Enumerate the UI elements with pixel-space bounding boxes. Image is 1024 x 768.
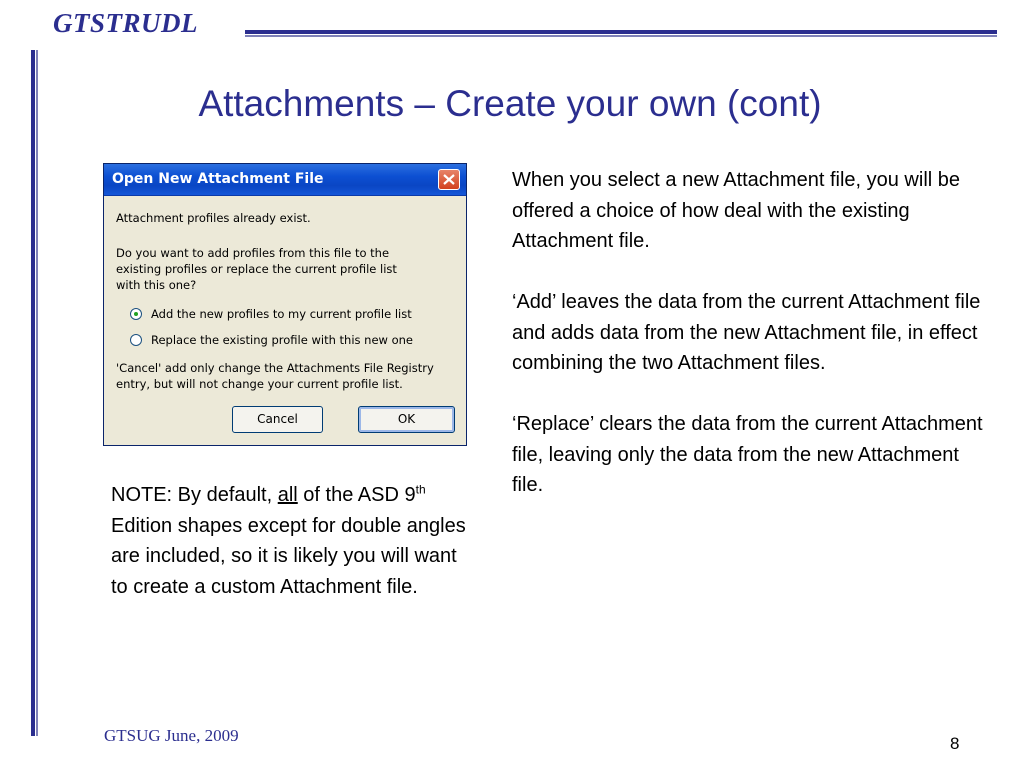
slide-title: Attachments – Create your own (cont) xyxy=(198,83,822,124)
footer-text: GTSUG June, 2009 xyxy=(104,726,239,745)
header-rule xyxy=(245,30,997,38)
cancel-note-line: entry, but will not change your current profile list. xyxy=(116,377,403,391)
option-replace[interactable] xyxy=(130,333,413,347)
close-button[interactable] xyxy=(438,169,460,190)
close-icon xyxy=(442,173,456,186)
option-replace-label: Replace the existing profile with this new one xyxy=(151,333,413,347)
paragraph-replace: ‘Replace’ clears the data from the current Attachment file, leaving only the data from the new Attachment file. xyxy=(512,413,983,496)
open-attachment-dialog xyxy=(103,163,467,446)
dialog-question-line: with this one? xyxy=(116,278,197,292)
dialog-titlebar[interactable] xyxy=(104,164,466,196)
side-rule xyxy=(31,50,39,736)
paragraph-select: When you select a new Attachment file, you will be offered a choice of how deal with the existing Attachment file. xyxy=(512,169,961,252)
ok-button[interactable]: OK xyxy=(358,406,455,433)
radio-replace[interactable] xyxy=(130,334,142,346)
option-add[interactable] xyxy=(130,307,412,321)
cancel-button[interactable]: Cancel xyxy=(232,406,323,433)
radio-add[interactable] xyxy=(130,308,142,320)
option-add-label: Add the new profiles to my current profile list xyxy=(151,307,412,321)
superscript-th: th xyxy=(415,482,426,497)
page-number: 8 xyxy=(950,734,960,753)
dialog-message: Attachment profiles already exist. xyxy=(116,211,311,225)
dialog-question-line: existing profiles or replace the current profile list xyxy=(116,262,397,276)
dialog-question-line: Do you want to add profiles from this file to the xyxy=(116,246,390,260)
dialog-title: Open New Attachment File xyxy=(112,171,324,187)
cancel-note-line: 'Cancel' add only change the Attachments File Registry xyxy=(116,361,434,375)
note-text: NOTE: By default, all of the ASD 9th Edition shapes except for double angles are included, so it is likely you will want to create a custom Attachment file. xyxy=(111,482,466,598)
gtstrudl-logo: GTSTRUDL xyxy=(53,8,198,38)
explanation-text xyxy=(512,165,992,531)
paragraph-add: ‘Add’ leaves the data from the current Attachment file and adds data from the new Attachment file, in effect combining the two Attachment files. xyxy=(512,291,981,374)
emphasis-all: all xyxy=(277,484,298,506)
